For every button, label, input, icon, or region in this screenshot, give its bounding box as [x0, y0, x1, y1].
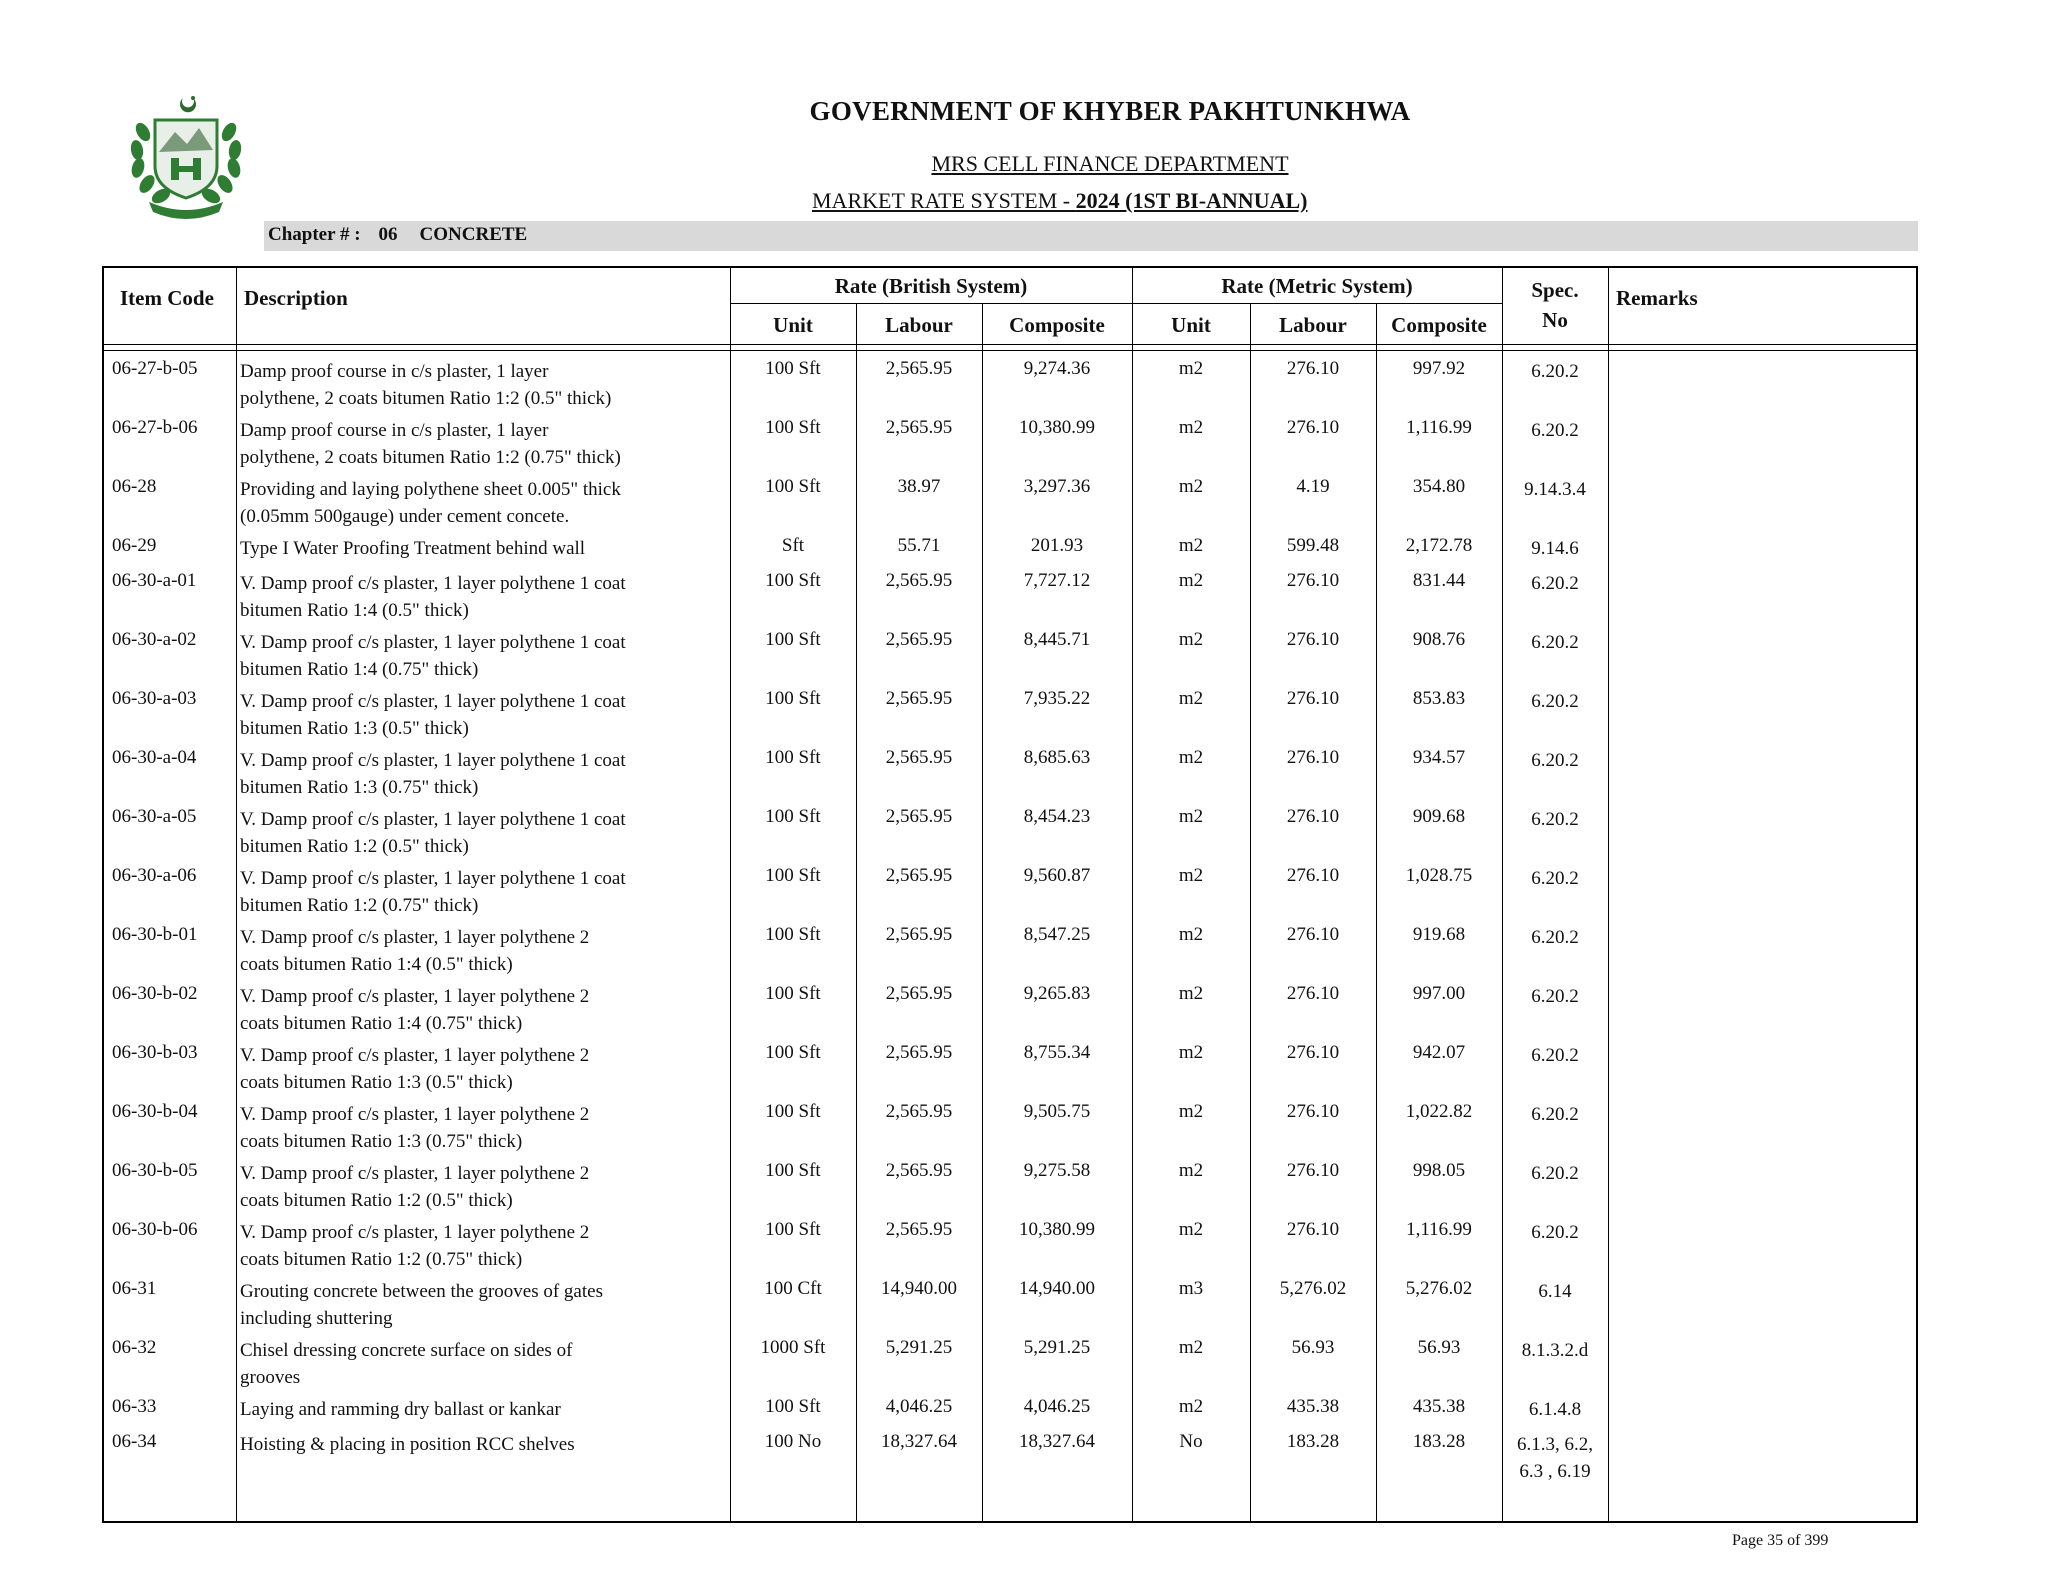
b-comp-cell: 9,274.36	[1023, 358, 1091, 379]
spec-line: 6.20.2	[1531, 420, 1579, 441]
header-description: Description	[244, 286, 348, 310]
b-comp-cell: 9,560.87	[1023, 865, 1091, 886]
rate-subheader-divider	[730, 303, 1502, 304]
m-labour-cell: 276.10	[1286, 865, 1340, 886]
spec-line: 6.20.2	[1531, 1104, 1579, 1125]
b-labour-cell: 38.97	[897, 476, 941, 497]
description-line: (0.05mm 500gauge) under cement concete.	[240, 506, 570, 527]
b-labour-cell: 2,565.95	[885, 1101, 953, 1122]
description-line: Type I Water Proofing Treatment behind wall	[240, 538, 586, 559]
spec-line: 6.3 , 6.19	[1519, 1461, 1591, 1482]
header-spec-no: No	[1542, 308, 1568, 332]
spec-line: 6.20.2	[1531, 809, 1579, 830]
b-unit-cell: 100 Sft	[765, 476, 821, 497]
b-comp-cell: 9,275.58	[1023, 1160, 1091, 1181]
b-unit-cell: 100 Sft	[765, 570, 821, 591]
item-code-cell: 06-30-b-01	[112, 924, 198, 945]
item-code-cell: 06-32	[112, 1337, 157, 1358]
m-comp-cell: 909.68	[1412, 806, 1466, 827]
description-cell	[240, 806, 720, 860]
chapter-heading	[268, 224, 527, 246]
description-cell	[240, 1278, 720, 1332]
description-line: V. Damp proof c/s plaster, 1 layer polythene 2	[240, 1104, 590, 1125]
description-line: Grouting concrete between the grooves of gates	[240, 1281, 603, 1302]
item-code-cell: 06-30-b-06	[112, 1219, 198, 1240]
spec-cell	[1502, 1431, 1608, 1485]
item-code-cell: 06-30-a-04	[112, 747, 197, 768]
description-line: including shuttering	[240, 1308, 393, 1329]
header-divider-double	[102, 350, 1918, 351]
b-labour-cell: 14,940.00	[881, 1278, 957, 1299]
b-comp-cell: 9,265.83	[1023, 983, 1091, 1004]
b-labour-cell: 2,565.95	[885, 924, 953, 945]
header-item-code: Item Code	[120, 286, 214, 310]
m-unit-cell: m2	[1178, 806, 1204, 827]
department-subtitle: MRS CELL FINANCE DEPARTMENT	[931, 151, 1289, 176]
header-british-composite: Composite	[1009, 313, 1105, 337]
b-comp-cell: 5,291.25	[1023, 1337, 1091, 1358]
m-comp-cell: 56.93	[1417, 1337, 1461, 1358]
description-line: Damp proof course in c/s plaster, 1 layer	[240, 420, 549, 441]
description-line: Laying and ramming dry ballast or kankar	[240, 1399, 561, 1420]
spec-line: 6.20.2	[1531, 986, 1579, 1007]
description-line: V. Damp proof c/s plaster, 1 layer polythene 2	[240, 1163, 590, 1184]
description-line: coats bitumen Ratio 1:2 (0.5" thick)	[240, 1190, 513, 1211]
description-line: V. Damp proof c/s plaster, 1 layer polythene 2	[240, 1045, 590, 1066]
m-comp-cell: 354.80	[1412, 476, 1466, 497]
b-comp-cell: 8,755.34	[1023, 1042, 1091, 1063]
b-unit-cell: 100 Sft	[765, 983, 821, 1004]
spec-cell	[1502, 1101, 1608, 1128]
b-labour-cell: 2,565.95	[885, 1042, 953, 1063]
header-metric-composite: Composite	[1391, 313, 1487, 337]
header-divider	[102, 344, 1918, 345]
b-unit-cell: 100 No	[764, 1431, 822, 1452]
m-unit-cell: m2	[1178, 535, 1204, 556]
b-unit-cell: 100 Sft	[765, 747, 821, 768]
m-comp-cell: 908.76	[1412, 629, 1466, 650]
m-labour-cell: 276.10	[1286, 747, 1340, 768]
m-labour-cell: 276.10	[1286, 358, 1340, 379]
spec-line: 6.20.2	[1531, 361, 1579, 382]
m-comp-cell: 919.68	[1412, 924, 1466, 945]
item-code-cell: 06-30-b-03	[112, 1042, 198, 1063]
spec-cell	[1502, 358, 1608, 385]
b-comp-cell: 201.93	[1030, 535, 1084, 556]
spec-line: 9.14.3.4	[1524, 479, 1586, 500]
b-labour-cell: 18,327.64	[881, 1431, 957, 1452]
description-cell	[240, 1337, 720, 1391]
description-cell	[240, 1042, 720, 1096]
item-code-cell: 06-27-b-06	[112, 417, 198, 438]
spec-cell	[1502, 1219, 1608, 1246]
spec-cell	[1502, 1160, 1608, 1187]
m-unit-cell: m2	[1178, 1219, 1204, 1240]
mrs-period: 2024 (1ST BI-ANNUAL)	[1075, 188, 1308, 213]
m-comp-cell: 2,172.78	[1405, 535, 1473, 556]
m-unit-cell: m2	[1178, 629, 1204, 650]
b-labour-cell: 2,565.95	[885, 747, 953, 768]
m-comp-cell: 1,116.99	[1406, 417, 1472, 438]
m-labour-cell: 4.19	[1296, 476, 1330, 497]
description-cell	[240, 983, 720, 1037]
m-labour-cell: 276.10	[1286, 1042, 1340, 1063]
b-unit-cell: 100 Sft	[765, 1160, 821, 1181]
m-unit-cell: m2	[1178, 1396, 1204, 1417]
m-unit-cell: m2	[1178, 983, 1204, 1004]
b-comp-cell: 8,454.23	[1023, 806, 1091, 827]
market-rate-system-heading	[812, 188, 1307, 214]
m-unit-cell: m2	[1178, 358, 1204, 379]
description-cell	[240, 535, 720, 562]
b-labour-cell: 2,565.95	[885, 865, 953, 886]
header-remarks: Remarks	[1616, 286, 1698, 310]
description-line: Hoisting & placing in position RCC shelves	[240, 1434, 575, 1455]
header-british-unit: Unit	[773, 313, 813, 337]
m-comp-cell: 934.57	[1412, 747, 1466, 768]
description-line: bitumen Ratio 1:4 (0.5" thick)	[240, 600, 469, 621]
description-line: bitumen Ratio 1:3 (0.75" thick)	[240, 777, 479, 798]
m-labour-cell: 276.10	[1286, 1101, 1340, 1122]
description-line: bitumen Ratio 1:2 (0.5" thick)	[240, 836, 469, 857]
m-comp-cell: 1,022.82	[1405, 1101, 1473, 1122]
m-labour-cell: 599.48	[1286, 535, 1340, 556]
m-comp-cell: 998.05	[1412, 1160, 1466, 1181]
government-emblem-logo	[125, 92, 247, 220]
spec-line: 6.20.2	[1531, 691, 1579, 712]
m-labour-cell: 276.10	[1286, 806, 1340, 827]
m-labour-cell: 276.10	[1286, 924, 1340, 945]
m-comp-cell: 1,028.75	[1405, 865, 1473, 886]
description-line: V. Damp proof c/s plaster, 1 layer polythene 2	[240, 1222, 590, 1243]
b-labour-cell: 2,565.95	[885, 358, 953, 379]
spec-line: 8.1.3.2.d	[1521, 1340, 1589, 1361]
description-cell	[240, 476, 720, 530]
m-labour-cell: 183.28	[1286, 1431, 1340, 1452]
spec-line: 6.20.2	[1531, 573, 1579, 594]
description-line: bitumen Ratio 1:4 (0.75" thick)	[240, 659, 479, 680]
spec-cell	[1502, 476, 1608, 503]
spec-line: 6.1.4.8	[1528, 1399, 1582, 1420]
m-labour-cell: 276.10	[1286, 629, 1340, 650]
m-labour-cell: 56.93	[1291, 1337, 1335, 1358]
header-metric-labour: Labour	[1279, 313, 1347, 337]
m-labour-cell: 276.10	[1286, 1219, 1340, 1240]
description-line: coats bitumen Ratio 1:4 (0.75" thick)	[240, 1013, 523, 1034]
col-divider	[1608, 266, 1609, 1523]
b-unit-cell: 100 Sft	[765, 1042, 821, 1063]
m-labour-cell: 276.10	[1286, 688, 1340, 709]
spec-line: 6.20.2	[1531, 1222, 1579, 1243]
b-unit-cell: 100 Sft	[765, 688, 821, 709]
item-code-cell: 06-30-b-05	[112, 1160, 198, 1181]
spec-line: 6.20.2	[1531, 1045, 1579, 1066]
description-line: coats bitumen Ratio 1:3 (0.75" thick)	[240, 1131, 523, 1152]
description-cell	[240, 417, 720, 471]
description-cell	[240, 1396, 720, 1423]
spec-line: 6.20.2	[1531, 927, 1579, 948]
spec-cell	[1502, 983, 1608, 1010]
m-labour-cell: 5,276.02	[1279, 1278, 1347, 1299]
spec-cell	[1502, 570, 1608, 597]
spec-cell	[1502, 688, 1608, 715]
description-cell	[240, 570, 720, 624]
m-labour-cell: 435.38	[1286, 1396, 1340, 1417]
m-unit-cell: m2	[1178, 747, 1204, 768]
b-comp-cell: 10,380.99	[1019, 1219, 1095, 1240]
b-unit-cell: 100 Cft	[764, 1278, 822, 1299]
b-comp-cell: 9,505.75	[1023, 1101, 1091, 1122]
b-unit-cell: 100 Sft	[765, 1396, 821, 1417]
m-comp-cell: 853.83	[1412, 688, 1466, 709]
b-unit-cell: 100 Sft	[765, 806, 821, 827]
header-british-system: Rate (British System)	[834, 274, 1028, 298]
page-title: GOVERNMENT OF KHYBER PAKHTUNKHWA	[809, 96, 1411, 126]
description-cell	[240, 747, 720, 801]
m-labour-cell: 276.10	[1286, 1160, 1340, 1181]
description-line: grooves	[240, 1367, 301, 1388]
m-unit-cell: m2	[1178, 417, 1204, 438]
description-line: polythene, 2 coats bitumen Ratio 1:2 (0.75" thick)	[240, 447, 621, 468]
b-labour-cell: 2,565.95	[885, 1219, 953, 1240]
m-unit-cell: m3	[1178, 1278, 1204, 1299]
description-cell	[240, 1160, 720, 1214]
chapter-label: Chapter # :	[268, 224, 361, 245]
m-labour-cell: 276.10	[1286, 417, 1340, 438]
m-unit-cell: m2	[1178, 570, 1204, 591]
spec-cell	[1502, 747, 1608, 774]
description-line: V. Damp proof c/s plaster, 1 layer polythene 1 coat	[240, 632, 626, 653]
description-line: V. Damp proof c/s plaster, 1 layer polythene 1 coat	[240, 691, 626, 712]
description-line: Damp proof course in c/s plaster, 1 layer	[240, 361, 549, 382]
b-unit-cell: 100 Sft	[765, 1101, 821, 1122]
description-cell	[240, 924, 720, 978]
b-labour-cell: 2,565.95	[885, 688, 953, 709]
item-code-cell: 06-29	[112, 535, 157, 556]
col-divider	[236, 266, 237, 1523]
b-comp-cell: 8,685.63	[1023, 747, 1091, 768]
description-line: V. Damp proof c/s plaster, 1 layer polythene 1 coat	[240, 868, 626, 889]
description-line: Providing and laying polythene sheet 0.005" thick	[240, 479, 621, 500]
item-code-cell: 06-30-a-06	[112, 865, 197, 886]
m-comp-cell: 942.07	[1412, 1042, 1466, 1063]
header-metric-system: Rate (Metric System)	[1221, 274, 1413, 298]
item-code-cell: 06-30-a-02	[112, 629, 197, 650]
b-labour-cell: 2,565.95	[885, 806, 953, 827]
description-cell	[240, 1431, 720, 1458]
m-unit-cell: m2	[1178, 865, 1204, 886]
b-unit-cell: 1000 Sft	[760, 1337, 826, 1358]
b-labour-cell: 4,046.25	[885, 1396, 953, 1417]
b-unit-cell: 100 Sft	[765, 924, 821, 945]
b-labour-cell: 2,565.95	[885, 417, 953, 438]
item-code-cell: 06-34	[112, 1431, 157, 1452]
b-unit-cell: Sft	[781, 535, 805, 556]
m-labour-cell: 276.10	[1286, 983, 1340, 1004]
b-unit-cell: 100 Sft	[765, 417, 821, 438]
m-comp-cell: 183.28	[1412, 1431, 1466, 1452]
spec-cell	[1502, 1278, 1608, 1305]
b-unit-cell: 100 Sft	[765, 629, 821, 650]
mrs-prefix: MARKET RATE SYSTEM -	[812, 188, 1076, 213]
item-code-cell: 06-30-a-05	[112, 806, 197, 827]
m-comp-cell: 997.92	[1412, 358, 1466, 379]
item-code-cell: 06-30-b-04	[112, 1101, 198, 1122]
header-metric-unit: Unit	[1171, 313, 1211, 337]
m-unit-cell: m2	[1178, 688, 1204, 709]
m-labour-cell: 276.10	[1286, 570, 1340, 591]
item-code-cell: 06-27-b-05	[112, 358, 198, 379]
b-comp-cell: 8,445.71	[1023, 629, 1091, 650]
m-unit-cell: m2	[1178, 1337, 1204, 1358]
b-unit-cell: 100 Sft	[765, 358, 821, 379]
page-number: Page 35 of 399	[1732, 1532, 1829, 1549]
spec-cell	[1502, 1337, 1608, 1364]
description-line: V. Damp proof c/s plaster, 1 layer polythene 2	[240, 986, 590, 1007]
m-comp-cell: 435.38	[1412, 1396, 1466, 1417]
spec-cell	[1502, 417, 1608, 444]
b-labour-cell: 2,565.95	[885, 629, 953, 650]
b-comp-cell: 7,727.12	[1023, 570, 1091, 591]
m-comp-cell: 831.44	[1412, 570, 1466, 591]
description-cell	[240, 629, 720, 683]
description-cell	[240, 1101, 720, 1155]
m-unit-cell: m2	[1178, 924, 1204, 945]
b-labour-cell: 5,291.25	[885, 1337, 953, 1358]
m-unit-cell: m2	[1178, 1160, 1204, 1181]
chapter-number: 06	[378, 224, 398, 245]
description-line: V. Damp proof c/s plaster, 1 layer polythene 1 coat	[240, 750, 626, 771]
description-line: bitumen Ratio 1:3 (0.5" thick)	[240, 718, 469, 739]
description-line: V. Damp proof c/s plaster, 1 layer polythene 1 coat	[240, 573, 626, 594]
b-comp-cell: 10,380.99	[1019, 417, 1095, 438]
description-cell	[240, 1219, 720, 1273]
spec-line: 6.20.2	[1531, 632, 1579, 653]
col-divider	[1502, 266, 1503, 1523]
header-british-labour: Labour	[885, 313, 953, 337]
b-comp-cell: 3,297.36	[1023, 476, 1091, 497]
m-comp-cell: 997.00	[1412, 983, 1466, 1004]
item-code-cell: 06-33	[112, 1396, 157, 1417]
b-comp-cell: 18,327.64	[1019, 1431, 1095, 1452]
spec-line: 6.20.2	[1531, 1163, 1579, 1184]
spec-cell	[1502, 1042, 1608, 1069]
spec-cell	[1502, 535, 1608, 562]
spec-line: 6.20.2	[1531, 750, 1579, 771]
b-labour-cell: 2,565.95	[885, 983, 953, 1004]
m-comp-cell: 1,116.99	[1406, 1219, 1472, 1240]
description-cell	[240, 865, 720, 919]
col-divider	[1132, 266, 1133, 1523]
spec-cell	[1502, 1396, 1608, 1423]
m-comp-cell: 5,276.02	[1405, 1278, 1473, 1299]
item-code-cell: 06-30-a-03	[112, 688, 197, 709]
chapter-name: CONCRETE	[419, 224, 528, 245]
spec-line: 9.14.6	[1531, 538, 1579, 559]
description-cell	[240, 358, 720, 412]
m-unit-cell: No	[1179, 1431, 1203, 1452]
header-spec: Spec.	[1531, 278, 1579, 302]
item-code-cell: 06-30-a-01	[112, 570, 197, 591]
b-unit-cell: 100 Sft	[765, 1219, 821, 1240]
b-unit-cell: 100 Sft	[765, 865, 821, 886]
m-unit-cell: m2	[1178, 1042, 1204, 1063]
b-comp-cell: 4,046.25	[1023, 1396, 1091, 1417]
description-line: coats bitumen Ratio 1:3 (0.5" thick)	[240, 1072, 513, 1093]
spec-line: 6.20.2	[1531, 868, 1579, 889]
spec-line: 6.14	[1538, 1281, 1572, 1302]
b-labour-cell: 55.71	[897, 535, 941, 556]
b-labour-cell: 2,565.95	[885, 570, 953, 591]
b-comp-cell: 7,935.22	[1023, 688, 1091, 709]
description-line: V. Damp proof c/s plaster, 1 layer polythene 2	[240, 927, 590, 948]
description-line: coats bitumen Ratio 1:4 (0.5" thick)	[240, 954, 513, 975]
item-code-cell: 06-31	[112, 1278, 157, 1299]
b-labour-cell: 2,565.95	[885, 1160, 953, 1181]
spec-cell	[1502, 865, 1608, 892]
description-line: polythene, 2 coats bitumen Ratio 1:2 (0.5" thick)	[240, 388, 612, 409]
spec-cell	[1502, 629, 1608, 656]
item-code-cell: 06-28	[112, 476, 157, 497]
description-line: coats bitumen Ratio 1:2 (0.75" thick)	[240, 1249, 523, 1270]
b-comp-cell: 8,547.25	[1023, 924, 1091, 945]
spec-line: 6.1.3, 6.2,	[1517, 1434, 1593, 1455]
col-divider	[730, 266, 731, 1523]
description-cell	[240, 688, 720, 742]
b-comp-cell: 14,940.00	[1019, 1278, 1095, 1299]
description-line: V. Damp proof c/s plaster, 1 layer polythene 1 coat	[240, 809, 626, 830]
description-line: bitumen Ratio 1:2 (0.75" thick)	[240, 895, 479, 916]
description-line: Chisel dressing concrete surface on sides of	[240, 1340, 573, 1361]
m-unit-cell: m2	[1178, 1101, 1204, 1122]
spec-cell	[1502, 924, 1608, 951]
m-unit-cell: m2	[1178, 476, 1204, 497]
item-code-cell: 06-30-b-02	[112, 983, 198, 1004]
spec-cell	[1502, 806, 1608, 833]
